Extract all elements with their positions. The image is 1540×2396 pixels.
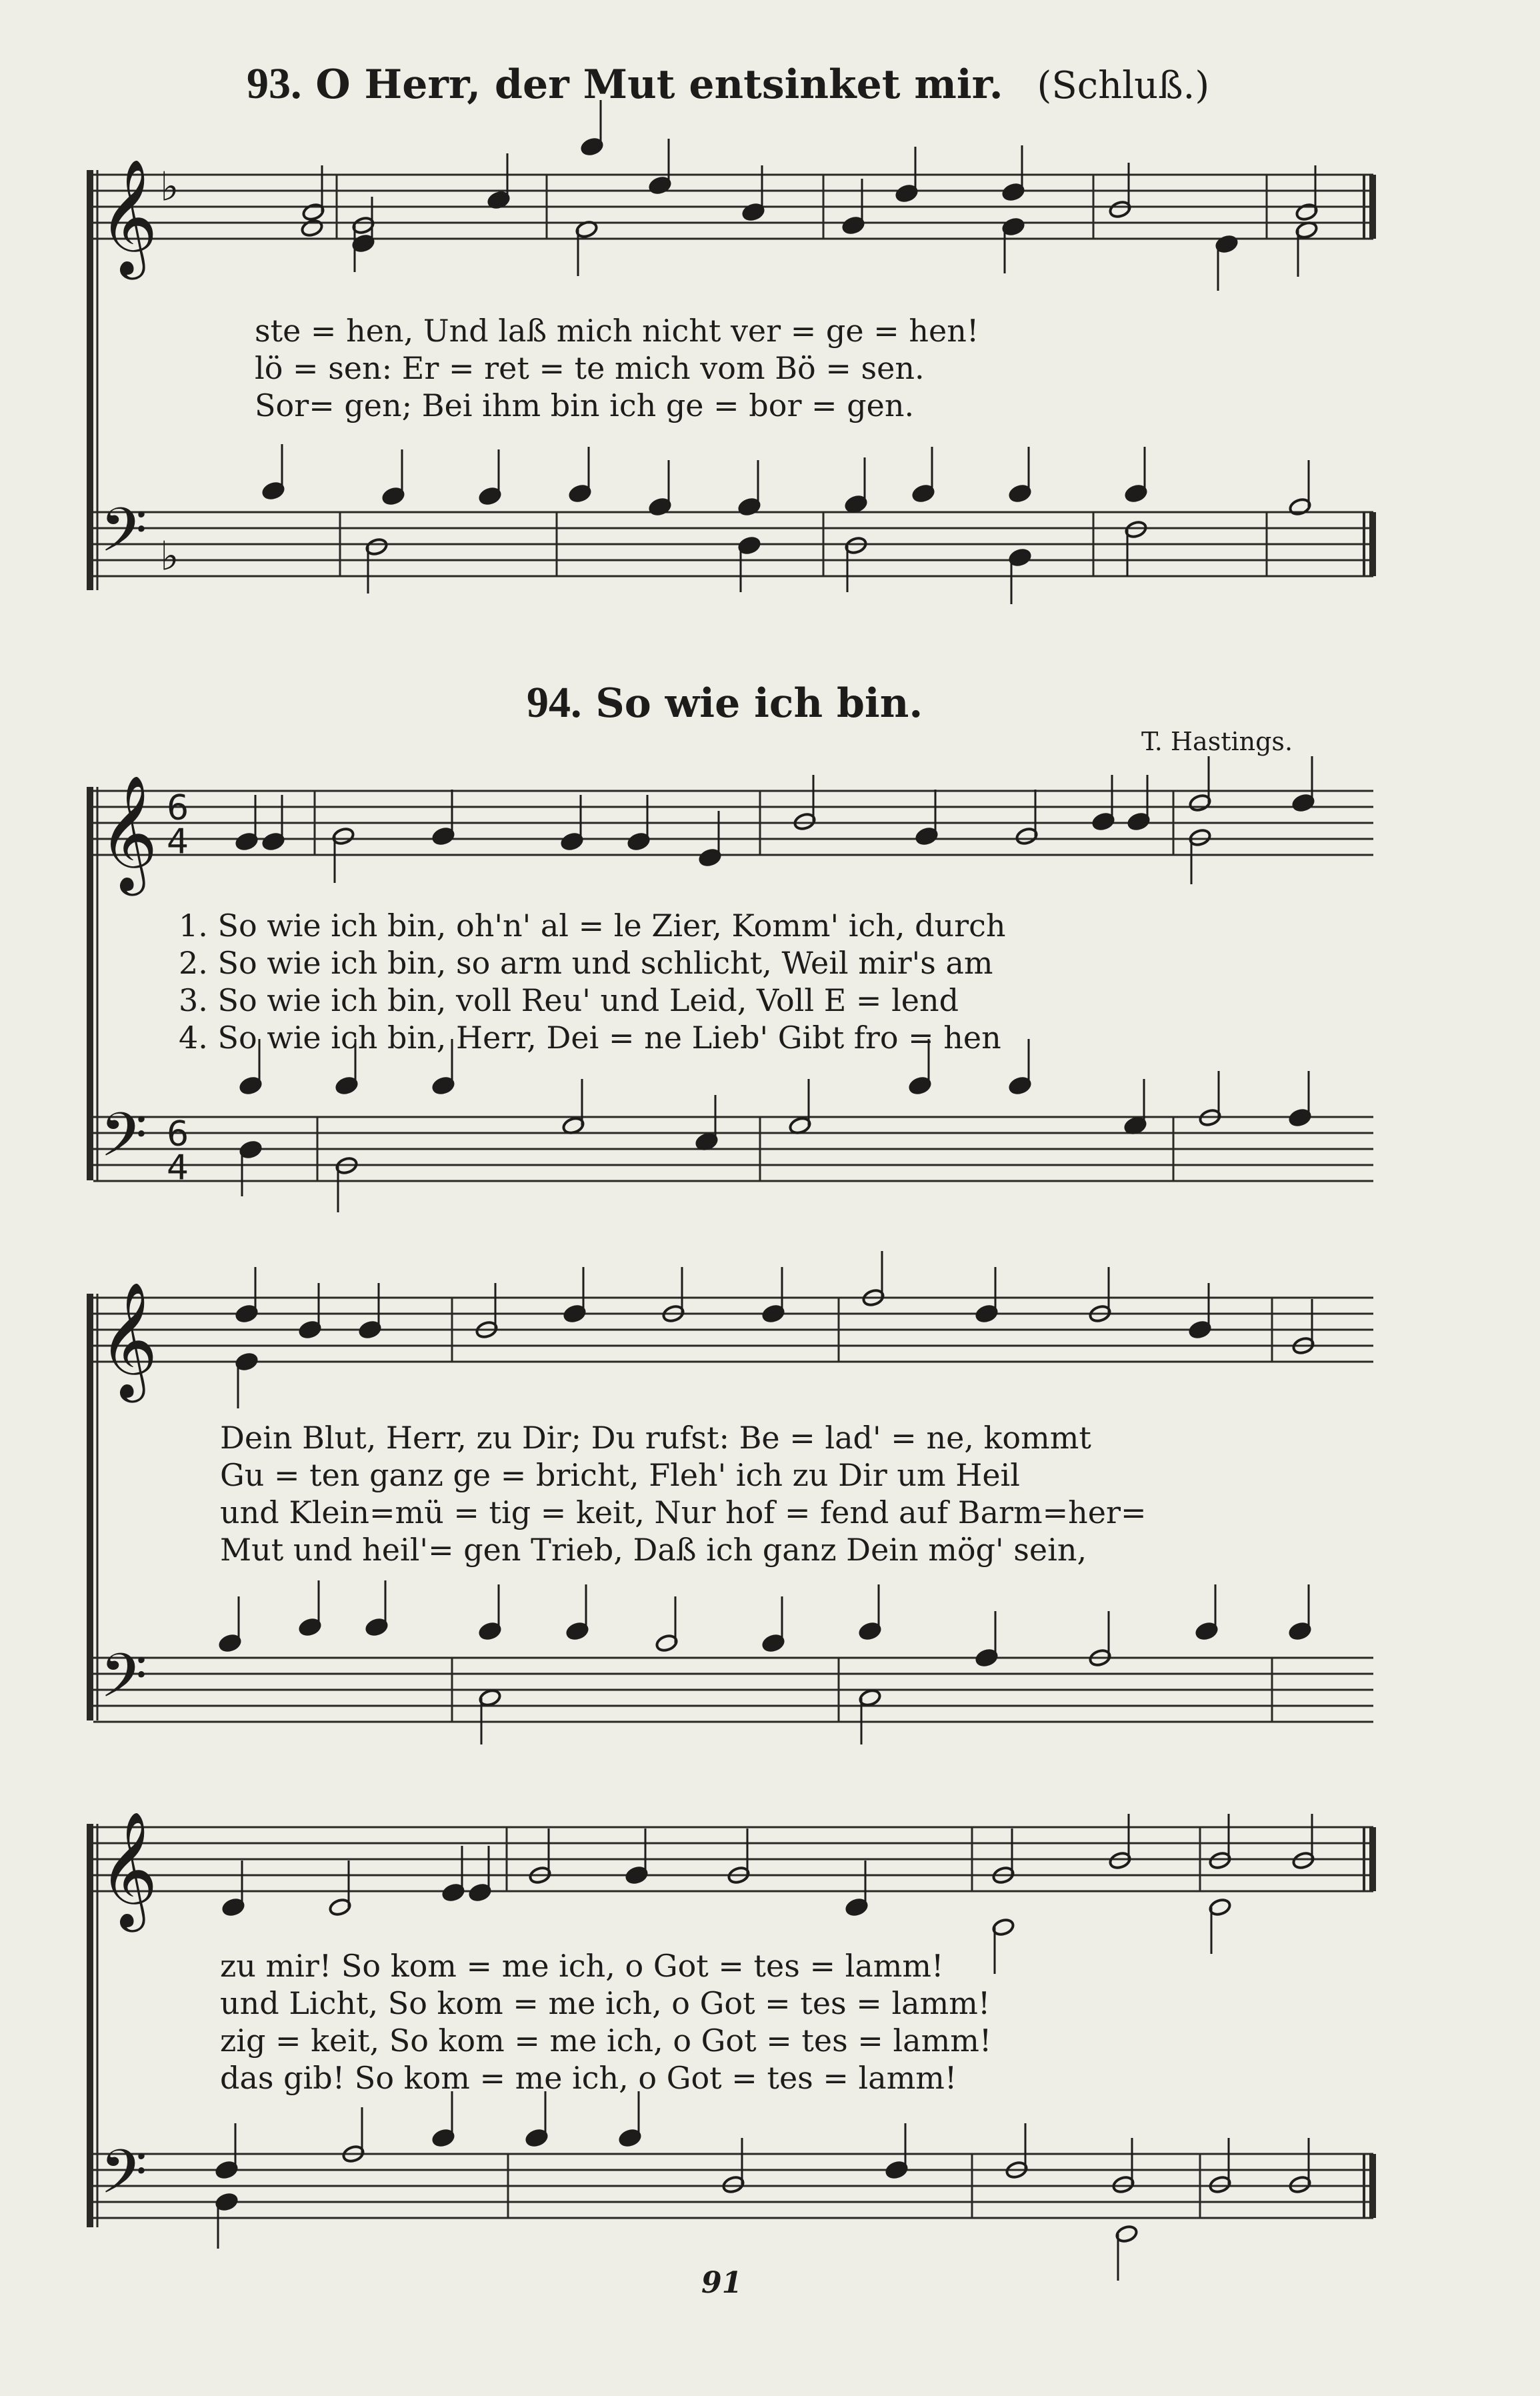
final-bar-thick — [1369, 1827, 1376, 1891]
final-bar-thick — [1369, 175, 1376, 239]
system-brace — [87, 1294, 93, 1720]
lyric-line: zig = keit, So kom = me ich, o Got = tes = lamm! — [220, 2023, 992, 2059]
composer-credit: T. Hastings. — [1141, 727, 1293, 756]
lyric-line: Sor= gen; Bei ihm bin ich ge = bor = gen. — [255, 387, 915, 423]
melody-note — [300, 218, 323, 237]
time-signature-top: 6 — [167, 1114, 189, 1155]
time-signature-top: 6 — [167, 788, 189, 829]
system-brace — [87, 787, 93, 1180]
hymn-title-text: So wie ich bin. — [595, 680, 923, 727]
flat-icon: ♭ — [160, 163, 179, 211]
lyric-line: 3. So wie ich bin, voll Reu' und Leid, Voll E = lend — [179, 982, 959, 1018]
lyric-line: und Licht, So kom = me ich, o Got = tes = lamm! — [220, 1985, 991, 2021]
treble-clef-icon: 𝄞 — [99, 775, 158, 891]
lyric-line: 1. So wie ich bin, oh'n' al = le Zier, Komm' ich, durch — [179, 908, 1006, 944]
bass-clef-icon: 𝄢 — [100, 2137, 147, 2222]
lyric-line: 2. So wie ich bin, so arm und schlicht, Weil mir's am — [179, 945, 993, 981]
bass-clef-icon: 𝄢 — [100, 1640, 147, 1726]
flat-icon: ♭ — [160, 533, 179, 580]
final-bar-thick — [1369, 2154, 1376, 2218]
hymn-title-text: O Herr, der Mut entsinket mir. — [315, 61, 1003, 108]
lyric-line: Mut und heil'= gen Trieb, Daß ich ganz Dein mög' sein, — [220, 1532, 1087, 1568]
treble-clef-icon: 𝄞 — [99, 159, 158, 275]
time-signature-bottom: 4 — [167, 822, 189, 862]
treble-clef-icon: 𝄞 — [99, 1282, 158, 1398]
hymn-subtitle: (Schluß.) — [1037, 64, 1210, 107]
time-signature-bottom: 4 — [167, 1148, 189, 1188]
lyric-line: 4. So wie ich bin, Herr, Dei = ne Lieb' Gibt fro = hen — [179, 1020, 1001, 1056]
lyric-line: und Klein=mü = tig = keit, Nur hof = fend auf Barm=her= — [220, 1494, 1147, 1530]
system-brace — [87, 170, 93, 590]
hymn-number: 94. — [527, 678, 582, 727]
lyric-line: das gib! So kom = me ich, o Got = tes = lamm! — [220, 2060, 957, 2096]
bass-clef-icon: 𝄢 — [100, 495, 147, 580]
bass-clef-icon: 𝄢 — [100, 1100, 147, 1185]
lyric-line: zu mir! So kom = me ich, o Got = tes = lamm! — [220, 1948, 944, 1984]
hymn-number: 93. — [247, 59, 302, 108]
lyric-line: Dein Blut, Herr, zu Dir; Du rufst: Be = lad' = ne, kommt — [220, 1420, 1091, 1456]
system-brace — [87, 1824, 93, 2227]
lyric-line: ste = hen, Und laß mich nicht ver = ge = hen! — [255, 313, 979, 349]
final-bar-thick — [1369, 512, 1376, 576]
lyric-line: Gu = ten ganz ge = bricht, Fleh' ich zu Dir um Heil — [220, 1457, 1020, 1493]
lyric-line: lö = sen: Er = ret = te mich vom Bö = sen. — [255, 350, 925, 386]
treble-clef-icon: 𝄞 — [99, 1811, 158, 1927]
page-number: 91 — [701, 2266, 743, 2300]
